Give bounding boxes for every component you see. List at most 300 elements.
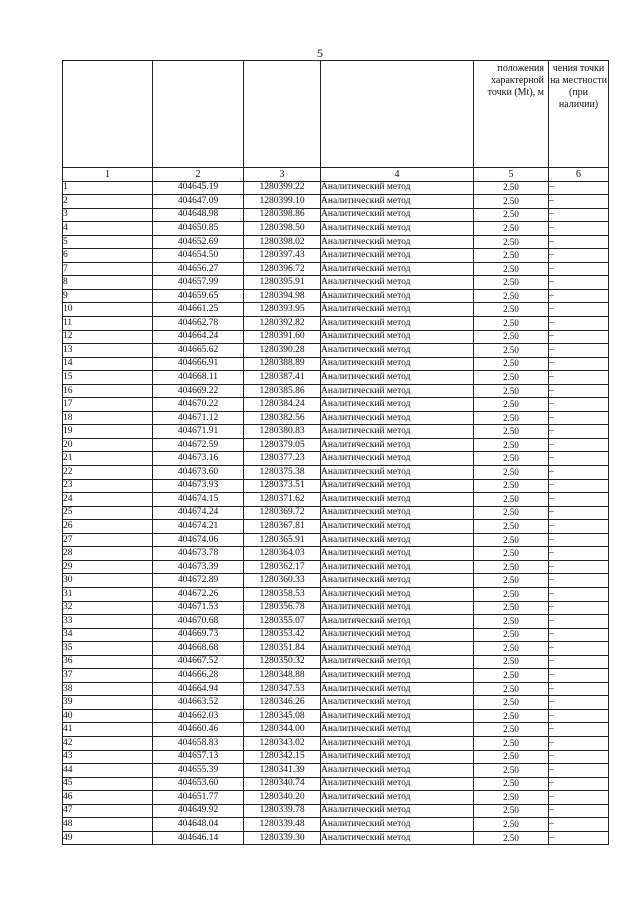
accuracy-cell: 2.50 [474, 262, 549, 276]
description-cell: – [549, 736, 609, 750]
y-coordinate-cell: 1280347.53 [244, 682, 321, 696]
y-coordinate-cell: 1280355.07 [244, 615, 321, 629]
table-row [63, 181, 609, 195]
description-cell: – [549, 574, 609, 588]
description-cell: – [549, 764, 609, 778]
table-row [63, 818, 609, 832]
accuracy-cell: 2.50 [474, 547, 549, 561]
point-number-cell: 35 [63, 642, 153, 656]
description-cell: – [549, 276, 609, 290]
x-coordinate-cell: 404672.59 [153, 438, 244, 452]
accuracy-cell: 2.50 [474, 533, 549, 547]
point-number-cell: 10 [63, 303, 153, 317]
y-coordinate-cell: 1280340.20 [244, 791, 321, 805]
point-number-cell: 45 [63, 777, 153, 791]
x-coordinate-cell: 404672.26 [153, 587, 244, 601]
description-cell: – [549, 642, 609, 656]
description-cell: – [549, 452, 609, 466]
x-coordinate-cell: 404658.83 [153, 736, 244, 750]
accuracy-cell: 2.50 [474, 587, 549, 601]
table-row [63, 357, 609, 371]
column-number: 3 [244, 168, 321, 182]
point-number-cell: 12 [63, 330, 153, 344]
y-coordinate-cell: 1280343.02 [244, 736, 321, 750]
method-cell: Аналитический метод [321, 330, 474, 344]
accuracy-cell: 2.50 [474, 493, 549, 507]
method-cell: Аналитический метод [321, 411, 474, 425]
method-cell: Аналитический метод [321, 289, 474, 303]
x-coordinate-cell: 404666.91 [153, 357, 244, 371]
description-cell: – [549, 222, 609, 236]
x-coordinate-cell: 404673.16 [153, 452, 244, 466]
y-coordinate-cell: 1280340.74 [244, 777, 321, 791]
x-coordinate-cell: 404656.27 [153, 262, 244, 276]
point-number-cell: 36 [63, 655, 153, 669]
table-row [63, 384, 609, 398]
accuracy-cell: 2.50 [474, 723, 549, 737]
description-cell: – [549, 696, 609, 710]
description-cell: – [549, 723, 609, 737]
table-row [63, 303, 609, 317]
point-number-cell: 7 [63, 262, 153, 276]
y-coordinate-cell: 1280395.91 [244, 276, 321, 290]
x-coordinate-cell: 404670.22 [153, 398, 244, 412]
method-cell: Аналитический метод [321, 587, 474, 601]
x-coordinate-cell: 404646.14 [153, 831, 244, 845]
column-number: 1 [63, 168, 153, 182]
table-row [63, 438, 609, 452]
header-cell-3 [244, 61, 321, 168]
point-number-cell: 13 [63, 344, 153, 358]
point-number-cell: 2 [63, 195, 153, 209]
x-coordinate-cell: 404662.03 [153, 709, 244, 723]
x-coordinate-cell: 404668.68 [153, 642, 244, 656]
method-cell: Аналитический метод [321, 466, 474, 480]
method-cell: Аналитический метод [321, 723, 474, 737]
method-cell: Аналитический метод [321, 506, 474, 520]
point-number-cell: 26 [63, 520, 153, 534]
header-cell-6: чения точки на местности (при наличии) [549, 61, 609, 168]
point-number-cell: 20 [63, 438, 153, 452]
x-coordinate-cell: 404672.89 [153, 574, 244, 588]
point-number-cell: 29 [63, 560, 153, 574]
description-cell: – [549, 371, 609, 385]
accuracy-cell: 2.50 [474, 235, 549, 249]
table-row [63, 520, 609, 534]
accuracy-cell: 2.50 [474, 506, 549, 520]
table-row [63, 289, 609, 303]
description-cell: – [549, 479, 609, 493]
method-cell: Аналитический метод [321, 818, 474, 832]
accuracy-cell: 2.50 [474, 601, 549, 615]
y-coordinate-cell: 1280384.24 [244, 398, 321, 412]
table-row [63, 371, 609, 385]
accuracy-cell: 2.50 [474, 479, 549, 493]
table-row [63, 655, 609, 669]
accuracy-cell: 2.50 [474, 411, 549, 425]
table-row [63, 750, 609, 764]
column-number: 5 [474, 168, 549, 182]
x-coordinate-cell: 404668.11 [153, 371, 244, 385]
method-cell: Аналитический метод [321, 222, 474, 236]
table-row [63, 249, 609, 263]
accuracy-cell: 2.50 [474, 750, 549, 764]
accuracy-cell: 2.50 [474, 344, 549, 358]
x-coordinate-cell: 404648.98 [153, 208, 244, 222]
description-cell: – [549, 547, 609, 561]
y-coordinate-cell: 1280394.98 [244, 289, 321, 303]
header-cell-5: положения характерной точки (Mt), м [474, 61, 549, 168]
description-cell: – [549, 601, 609, 615]
description-cell: – [549, 411, 609, 425]
description-cell: – [549, 384, 609, 398]
table-row [63, 222, 609, 236]
method-cell: Аналитический метод [321, 262, 474, 276]
point-number-cell: 19 [63, 425, 153, 439]
y-coordinate-cell: 1280339.30 [244, 831, 321, 845]
table-row [63, 344, 609, 358]
description-cell: – [549, 398, 609, 412]
x-coordinate-cell: 404663.52 [153, 696, 244, 710]
point-number-cell: 25 [63, 506, 153, 520]
method-cell: Аналитический метод [321, 317, 474, 331]
x-coordinate-cell: 404655.39 [153, 764, 244, 778]
x-coordinate-cell: 404673.78 [153, 547, 244, 561]
accuracy-cell: 2.50 [474, 289, 549, 303]
accuracy-cell: 2.50 [474, 818, 549, 832]
point-number-cell: 11 [63, 317, 153, 331]
description-cell: – [549, 750, 609, 764]
y-coordinate-cell: 1280365.91 [244, 533, 321, 547]
y-coordinate-cell: 1280398.50 [244, 222, 321, 236]
accuracy-cell: 2.50 [474, 330, 549, 344]
method-cell: Аналитический метод [321, 493, 474, 507]
accuracy-cell: 2.50 [474, 384, 549, 398]
method-cell: Аналитический метод [321, 547, 474, 561]
method-cell: Аналитический метод [321, 736, 474, 750]
y-coordinate-cell: 1280350.32 [244, 655, 321, 669]
x-coordinate-cell: 404669.22 [153, 384, 244, 398]
x-coordinate-cell: 404674.15 [153, 493, 244, 507]
accuracy-cell: 2.50 [474, 777, 549, 791]
y-coordinate-cell: 1280387.41 [244, 371, 321, 385]
y-coordinate-cell: 1280360.33 [244, 574, 321, 588]
table-row [63, 560, 609, 574]
point-number-cell: 41 [63, 723, 153, 737]
accuracy-cell: 2.50 [474, 574, 549, 588]
method-cell: Аналитический метод [321, 235, 474, 249]
table-row [63, 262, 609, 276]
x-coordinate-cell: 404657.99 [153, 276, 244, 290]
header-cell-4 [321, 61, 474, 168]
accuracy-cell: 2.50 [474, 560, 549, 574]
table-row [63, 736, 609, 750]
y-coordinate-cell: 1280392.82 [244, 317, 321, 331]
y-coordinate-cell: 1280388.89 [244, 357, 321, 371]
y-coordinate-cell: 1280379.05 [244, 438, 321, 452]
description-cell: – [549, 818, 609, 832]
point-number-cell: 32 [63, 601, 153, 615]
accuracy-cell: 2.50 [474, 628, 549, 642]
point-number-cell: 42 [63, 736, 153, 750]
point-number-cell: 48 [63, 818, 153, 832]
description-cell: – [549, 208, 609, 222]
point-number-cell: 34 [63, 628, 153, 642]
y-coordinate-cell: 1280367.81 [244, 520, 321, 534]
table-row [63, 506, 609, 520]
method-cell: Аналитический метод [321, 655, 474, 669]
method-cell: Аналитический метод [321, 533, 474, 547]
x-coordinate-cell: 404666.28 [153, 669, 244, 683]
accuracy-cell: 2.50 [474, 520, 549, 534]
point-number-cell: 1 [63, 181, 153, 195]
x-coordinate-cell: 404664.94 [153, 682, 244, 696]
accuracy-cell: 2.50 [474, 682, 549, 696]
point-number-cell: 4 [63, 222, 153, 236]
point-number-cell: 31 [63, 587, 153, 601]
y-coordinate-cell: 1280339.48 [244, 818, 321, 832]
description-cell: – [549, 587, 609, 601]
accuracy-cell: 2.50 [474, 736, 549, 750]
accuracy-cell: 2.50 [474, 438, 549, 452]
description-cell: – [549, 520, 609, 534]
y-coordinate-cell: 1280341.39 [244, 764, 321, 778]
method-cell: Аналитический метод [321, 791, 474, 805]
x-coordinate-cell: 404657.13 [153, 750, 244, 764]
x-coordinate-cell: 404670.68 [153, 615, 244, 629]
x-coordinate-cell: 404653.60 [153, 777, 244, 791]
accuracy-cell: 2.50 [474, 276, 549, 290]
table-row [63, 791, 609, 805]
method-cell: Аналитический метод [321, 371, 474, 385]
x-coordinate-cell: 404659.65 [153, 289, 244, 303]
method-cell: Аналитический метод [321, 303, 474, 317]
point-number-cell: 30 [63, 574, 153, 588]
method-cell: Аналитический метод [321, 181, 474, 195]
point-number-cell: 6 [63, 249, 153, 263]
y-coordinate-cell: 1280348.88 [244, 669, 321, 683]
method-cell: Аналитический метод [321, 764, 474, 778]
y-coordinate-cell: 1280345.08 [244, 709, 321, 723]
method-cell: Аналитический метод [321, 384, 474, 398]
method-cell: Аналитический метод [321, 520, 474, 534]
table-header-row [63, 61, 609, 168]
x-coordinate-cell: 404662.78 [153, 317, 244, 331]
table-row [63, 723, 609, 737]
point-number-cell: 9 [63, 289, 153, 303]
y-coordinate-cell: 1280351.84 [244, 642, 321, 656]
description-cell: – [549, 777, 609, 791]
description-cell: – [549, 357, 609, 371]
table-row [63, 777, 609, 791]
method-cell: Аналитический метод [321, 601, 474, 615]
table-row [63, 276, 609, 290]
point-number-cell: 5 [63, 235, 153, 249]
point-number-cell: 17 [63, 398, 153, 412]
y-coordinate-cell: 1280385.86 [244, 384, 321, 398]
page-number: 5 [317, 46, 323, 60]
y-coordinate-cell: 1280342.15 [244, 750, 321, 764]
description-cell: – [549, 655, 609, 669]
point-number-cell: 28 [63, 547, 153, 561]
y-coordinate-cell: 1280398.86 [244, 208, 321, 222]
x-coordinate-cell: 404651.77 [153, 791, 244, 805]
y-coordinate-cell: 1280373.51 [244, 479, 321, 493]
point-number-cell: 21 [63, 452, 153, 466]
method-cell: Аналитический метод [321, 696, 474, 710]
description-cell: – [549, 195, 609, 209]
method-cell: Аналитический метод [321, 344, 474, 358]
x-coordinate-cell: 404648.04 [153, 818, 244, 832]
coordinates-table [62, 60, 609, 845]
y-coordinate-cell: 1280393.95 [244, 303, 321, 317]
description-cell: – [549, 709, 609, 723]
description-cell: – [549, 831, 609, 845]
method-cell: Аналитический метод [321, 615, 474, 629]
description-cell: – [549, 804, 609, 818]
description-cell: – [549, 289, 609, 303]
accuracy-cell: 2.50 [474, 764, 549, 778]
point-number-cell: 39 [63, 696, 153, 710]
x-coordinate-cell: 404654.50 [153, 249, 244, 263]
y-coordinate-cell: 1280390.28 [244, 344, 321, 358]
method-cell: Аналитический метод [321, 208, 474, 222]
x-coordinate-cell: 404671.53 [153, 601, 244, 615]
y-coordinate-cell: 1280377.23 [244, 452, 321, 466]
accuracy-cell: 2.50 [474, 804, 549, 818]
point-number-cell: 49 [63, 831, 153, 845]
accuracy-cell: 2.50 [474, 398, 549, 412]
x-coordinate-cell: 404671.12 [153, 411, 244, 425]
x-coordinate-cell: 404674.24 [153, 506, 244, 520]
table-row [63, 398, 609, 412]
point-number-cell: 43 [63, 750, 153, 764]
method-cell: Аналитический метод [321, 628, 474, 642]
column-number-row [63, 168, 609, 182]
point-number-cell: 24 [63, 493, 153, 507]
description-cell: – [549, 181, 609, 195]
point-number-cell: 3 [63, 208, 153, 222]
table-row [63, 195, 609, 209]
x-coordinate-cell: 404673.60 [153, 466, 244, 480]
x-coordinate-cell: 404652.69 [153, 235, 244, 249]
method-cell: Аналитический метод [321, 452, 474, 466]
table-row [63, 574, 609, 588]
method-cell: Аналитический метод [321, 682, 474, 696]
y-coordinate-cell: 1280398.02 [244, 235, 321, 249]
accuracy-cell: 2.50 [474, 222, 549, 236]
y-coordinate-cell: 1280344.00 [244, 723, 321, 737]
x-coordinate-cell: 404665.62 [153, 344, 244, 358]
table-row [63, 642, 609, 656]
table-row [63, 547, 609, 561]
table-row [63, 425, 609, 439]
y-coordinate-cell: 1280397.43 [244, 249, 321, 263]
table-row [63, 764, 609, 778]
description-cell: – [549, 235, 609, 249]
y-coordinate-cell: 1280375.38 [244, 466, 321, 480]
table-row [63, 452, 609, 466]
point-number-cell: 15 [63, 371, 153, 385]
y-coordinate-cell: 1280358.53 [244, 587, 321, 601]
method-cell: Аналитический метод [321, 479, 474, 493]
x-coordinate-cell: 404674.21 [153, 520, 244, 534]
table-row [63, 831, 609, 845]
y-coordinate-cell: 1280362.17 [244, 560, 321, 574]
accuracy-cell: 2.50 [474, 317, 549, 331]
header-cell-2 [153, 61, 244, 168]
table-row [63, 628, 609, 642]
point-number-cell: 27 [63, 533, 153, 547]
accuracy-cell: 2.50 [474, 357, 549, 371]
method-cell: Аналитический метод [321, 831, 474, 845]
point-number-cell: 23 [63, 479, 153, 493]
method-cell: Аналитический метод [321, 709, 474, 723]
method-cell: Аналитический метод [321, 425, 474, 439]
table-row [63, 479, 609, 493]
table-row [63, 533, 609, 547]
accuracy-cell: 2.50 [474, 669, 549, 683]
y-coordinate-cell: 1280339.78 [244, 804, 321, 818]
description-cell: – [549, 262, 609, 276]
point-number-cell: 18 [63, 411, 153, 425]
method-cell: Аналитический метод [321, 357, 474, 371]
table-row [63, 235, 609, 249]
y-coordinate-cell: 1280399.22 [244, 181, 321, 195]
accuracy-cell: 2.50 [474, 249, 549, 263]
y-coordinate-cell: 1280369.72 [244, 506, 321, 520]
description-cell: – [549, 438, 609, 452]
accuracy-cell: 2.50 [474, 466, 549, 480]
accuracy-cell: 2.50 [474, 615, 549, 629]
description-cell: – [549, 669, 609, 683]
accuracy-cell: 2.50 [474, 831, 549, 845]
description-cell: – [549, 560, 609, 574]
description-cell: – [549, 533, 609, 547]
description-cell: – [549, 344, 609, 358]
description-cell: – [549, 303, 609, 317]
x-coordinate-cell: 404671.91 [153, 425, 244, 439]
x-coordinate-cell: 404673.93 [153, 479, 244, 493]
x-coordinate-cell: 404664.24 [153, 330, 244, 344]
y-coordinate-cell: 1280391.60 [244, 330, 321, 344]
table-row [63, 411, 609, 425]
description-cell: – [549, 330, 609, 344]
point-number-cell: 16 [63, 384, 153, 398]
y-coordinate-cell: 1280356.78 [244, 601, 321, 615]
x-coordinate-cell: 404669.73 [153, 628, 244, 642]
x-coordinate-cell: 404647.09 [153, 195, 244, 209]
x-coordinate-cell: 404673.39 [153, 560, 244, 574]
point-number-cell: 46 [63, 791, 153, 805]
y-coordinate-cell: 1280399.10 [244, 195, 321, 209]
point-number-cell: 47 [63, 804, 153, 818]
accuracy-cell: 2.50 [474, 208, 549, 222]
table-row [63, 615, 609, 629]
point-number-cell: 14 [63, 357, 153, 371]
y-coordinate-cell: 1280371.62 [244, 493, 321, 507]
table-row [63, 709, 609, 723]
description-cell: – [549, 506, 609, 520]
header-cell-1 [63, 61, 153, 168]
accuracy-cell: 2.50 [474, 452, 549, 466]
method-cell: Аналитический метод [321, 777, 474, 791]
method-cell: Аналитический метод [321, 195, 474, 209]
accuracy-cell: 2.50 [474, 791, 549, 805]
method-cell: Аналитический метод [321, 276, 474, 290]
x-coordinate-cell: 404650.85 [153, 222, 244, 236]
point-number-cell: 44 [63, 764, 153, 778]
